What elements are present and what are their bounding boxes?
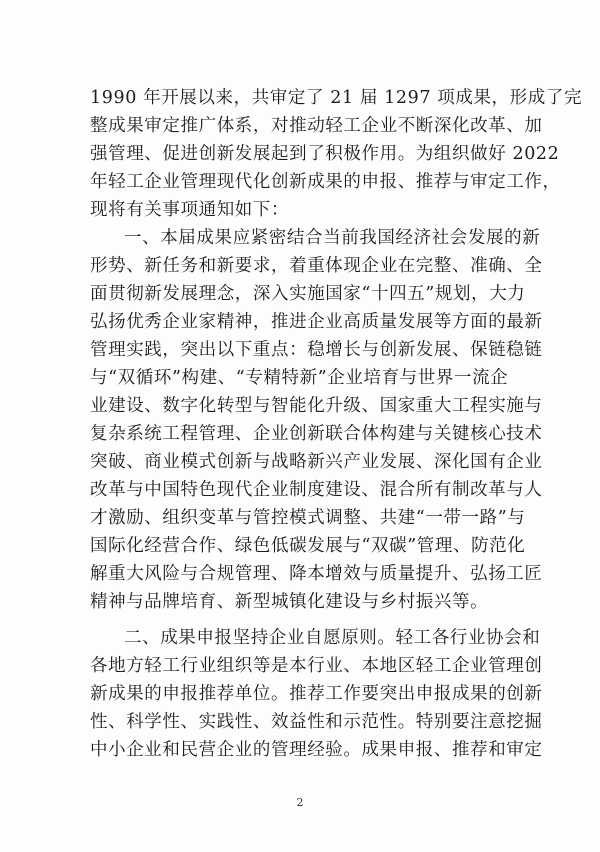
text-line: 面贯彻新发展理念，深入实施国家“十四五”规划，大力 [90, 284, 526, 304]
text-line: 突破、商业模式创新与战略新兴产业发展、深化国有企业 [90, 452, 543, 472]
paragraph-1-start: 一、本届成果应紧密结合当前我国经济社会发展的新 [124, 228, 541, 248]
text-line: 形势、新任务和新要求，着重体现企业在完整、准确、全 [90, 256, 543, 276]
text-line: 才激励、组织变革与管控模式调整、共建“一带一路”与 [90, 508, 526, 528]
text-line: 弘扬优秀企业家精神，推进企业高质量发展等方面的最新 [90, 312, 543, 332]
text-line: 国际化经营合作、绿色低碳发展与“双碳”管理、防范化 [90, 536, 526, 556]
text-line: 管理实践，突出以下重点：稳增长与创新发展、保链稳链 [90, 340, 543, 360]
text-line: 各地方轻工行业组织等是本行业、本地区轻工企业管理创 [90, 656, 543, 676]
text-line: 年轻工企业管理现代化创新成果的申报、推荐与审定工作， [90, 172, 561, 192]
paragraph-2-start: 二、成果申报坚持企业自愿原则。轻工各行业协会和 [124, 628, 541, 648]
text-line: 强管理、促进创新发展起到了积极作用。为组织做好 2022 [90, 144, 560, 164]
text-line: 精神与品牌培育、新型城镇化建设与乡村振兴等。 [90, 592, 489, 612]
text-line: 与“双循环”构建、“专精特新”企业培育与世界一流企 [90, 368, 509, 388]
text-line: 改革与中国特色现代企业制度建设、混合所有制改革与人 [90, 480, 543, 500]
page-number: 2 [296, 796, 304, 809]
text-line: 业建设、数字化转型与智能化升级、国家重大工程实施与 [90, 396, 543, 416]
text-line: 复杂系统工程管理、企业创新联合体构建与关键核心技术 [90, 424, 543, 444]
text-line: 1990 年开展以来，共审定了 21 届 1297 项成果，形成了完 [90, 88, 583, 108]
text-line: 中小企业和民营企业的管理经验。成果申报、推荐和审定 [90, 740, 543, 760]
text-line: 解重大风险与合规管理、降本增效与质量提升、弘扬工匠 [90, 564, 543, 584]
text-line: 性、科学性、实践性、效益性和示范性。特别要注意挖掘 [90, 712, 543, 732]
text-line: 整成果审定推广体系，对推动轻工企业不断深化改革、加 [90, 116, 543, 136]
text-line: 新成果的申报推荐单位。推荐工作要突出申报成果的创新 [90, 684, 543, 704]
text-line: 现将有关事项通知如下： [90, 200, 290, 220]
